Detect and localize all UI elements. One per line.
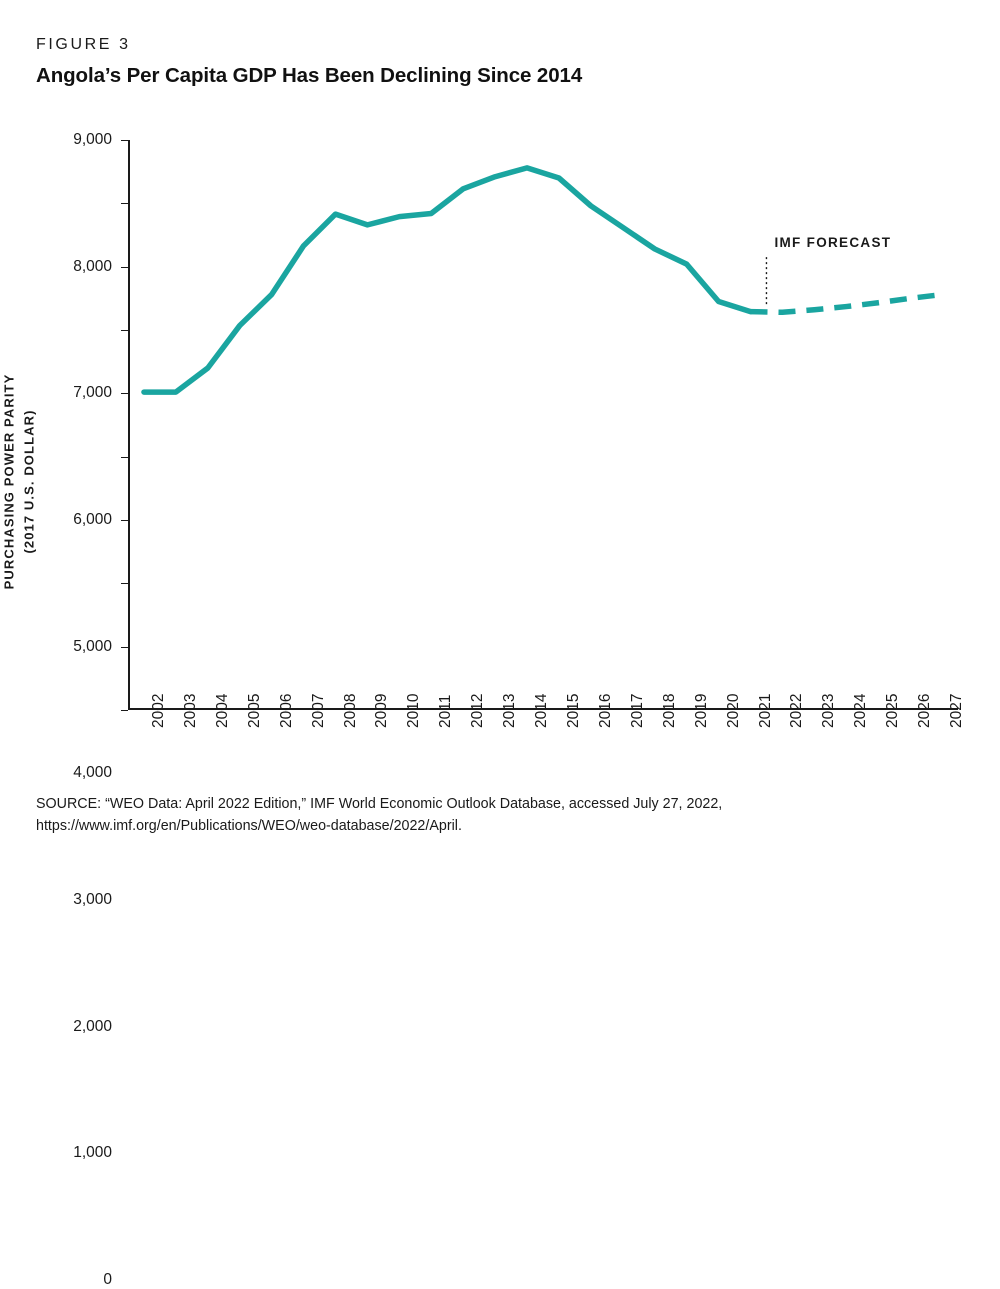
source-line-1: SOURCE: “WEO Data: April 2022 Edition,” IMF World Economic Outlook Database, accessed July 27, 2022, bbox=[36, 796, 723, 812]
x-axis-tick-label: 2027 bbox=[948, 693, 966, 728]
x-axis-tick-label: 2022 bbox=[788, 693, 806, 728]
y-axis-tick-label: 7,000 bbox=[73, 384, 112, 402]
y-axis-title bbox=[0, 267, 39, 697]
y-axis-tick bbox=[73, 267, 128, 402]
x-axis-tick-label: 2025 bbox=[884, 693, 902, 728]
y-axis-title-line2: (2017 U.S. DOLLAR) bbox=[21, 409, 36, 554]
x-axis-tick-label: 2018 bbox=[660, 693, 678, 728]
x-axis-tick-label: 2017 bbox=[628, 693, 646, 728]
x-axis-tick-label: 2010 bbox=[405, 693, 423, 728]
y-axis-tick-label: 3,000 bbox=[73, 891, 112, 908]
x-axis-tick-label: 2006 bbox=[277, 693, 295, 728]
x-axis-tick-label: 2023 bbox=[820, 693, 838, 728]
figure-label: FIGURE 3 bbox=[36, 36, 131, 53]
x-axis-tick-label: 2019 bbox=[692, 693, 710, 728]
x-axis-tick-label: 2008 bbox=[341, 693, 359, 728]
x-axis-tick-label: 2026 bbox=[916, 693, 934, 728]
y-axis-tick-label: 5,000 bbox=[73, 637, 112, 655]
y-axis-tick-label: 6,000 bbox=[73, 511, 112, 528]
x-axis-tick-label: 2009 bbox=[373, 693, 391, 728]
line-series-forecast bbox=[751, 295, 943, 313]
y-axis-tick-label: 9,000 bbox=[73, 131, 112, 148]
x-axis-tick-label: 2013 bbox=[501, 693, 519, 728]
y-axis-tick-label: 1,000 bbox=[73, 1144, 112, 1162]
x-axis-tick-label: 2016 bbox=[596, 693, 614, 728]
series-svg bbox=[128, 140, 958, 710]
y-axis-title-line1: PURCHASING POWER PARITY bbox=[1, 373, 17, 590]
y-axis-tick bbox=[103, 710, 128, 1288]
x-axis-tick-label: 2011 bbox=[437, 694, 455, 728]
y-axis-tick bbox=[73, 203, 128, 275]
page-title: Angola’s Per Capita GDP Has Been Declining Since 2014 bbox=[36, 64, 583, 87]
x-axis-tick-label: 2012 bbox=[469, 693, 487, 728]
x-axis-tick-label: 2021 bbox=[756, 693, 774, 728]
source-line-2: https://www.imf.org/en/Publications/WEO/weo-database/2022/April. bbox=[36, 818, 462, 835]
x-axis-tick-label: 2004 bbox=[213, 693, 231, 728]
x-axis-tick-label: 2003 bbox=[181, 693, 199, 728]
x-axis-tick-label: 2005 bbox=[245, 693, 263, 728]
y-axis-tick bbox=[73, 131, 128, 148]
x-axis-tick-label: 2014 bbox=[533, 693, 551, 728]
x-axis-tick-label: 2020 bbox=[724, 693, 742, 728]
y-axis-tick-label: 0 bbox=[103, 1271, 112, 1288]
imf-forecast-annotation: IMF FORECAST bbox=[774, 235, 892, 251]
x-axis-tick-label: 2002 bbox=[149, 693, 167, 728]
y-axis-tick-label: 4,000 bbox=[73, 764, 112, 782]
x-axis-tick-label: 2024 bbox=[852, 693, 870, 728]
y-axis-tick-label: 8,000 bbox=[73, 257, 112, 275]
source-note bbox=[36, 793, 966, 837]
x-axis-tick-label: 2015 bbox=[564, 693, 582, 728]
x-axis-tick-label: 2007 bbox=[309, 693, 327, 728]
line-series-historical bbox=[144, 168, 751, 392]
y-axis-tick-label: 2,000 bbox=[73, 1017, 112, 1035]
